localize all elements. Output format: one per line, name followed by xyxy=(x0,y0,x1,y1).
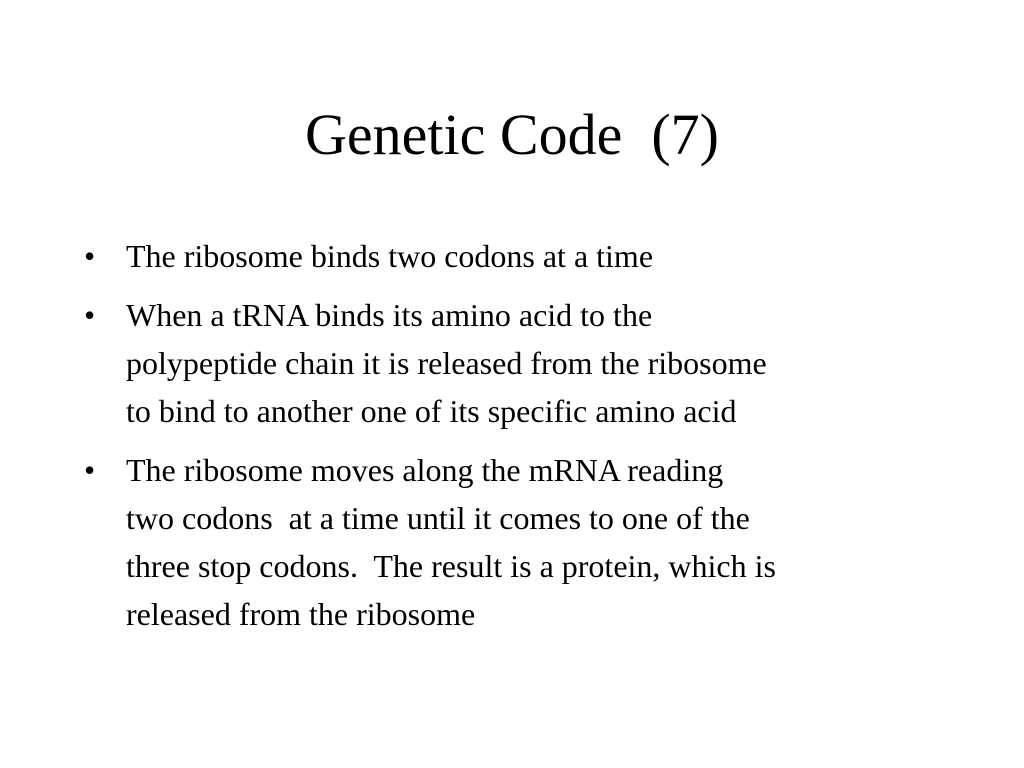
bullet-point-icon: • xyxy=(84,238,96,274)
bullet-point-icon: • xyxy=(84,297,96,333)
slide-title: Genetic Code (7) xyxy=(305,102,719,167)
bullet-text-line: released from the ribosome xyxy=(126,596,476,632)
bullet-text-line: The ribosome binds two codons at a time xyxy=(126,238,654,274)
bullet-point-icon: • xyxy=(84,452,96,488)
bullet-item xyxy=(84,291,964,435)
bullet-text-line: three stop codons. The result is a protein, which is xyxy=(126,548,776,584)
bullet-text-line: two codons at a time until it comes to one of the xyxy=(126,500,750,536)
bullet-list xyxy=(84,232,964,649)
bullet-text-line: When a tRNA binds its amino acid to the xyxy=(126,297,653,333)
bullet-text-line: The ribosome moves along the mRNA reading xyxy=(126,452,724,488)
bullet-item xyxy=(84,446,964,638)
bullet-item xyxy=(84,232,964,280)
bullet-text-line: polypeptide chain it is released from the ribosome xyxy=(126,345,767,381)
bullet-text-line: to bind to another one of its specific amino acid xyxy=(126,393,737,429)
